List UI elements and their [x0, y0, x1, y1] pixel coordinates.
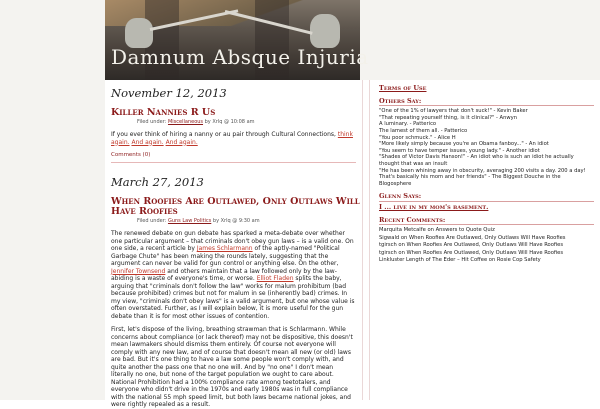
comment-on: on — [427, 227, 434, 234]
paragraph-text: of the aptly-named "Political Garbage Chute" has been making the rounds lately, suggesting that the argument can never be valid for gun control or anything else. On the other, — [111, 245, 340, 267]
site-title[interactable]: Damnum Absque Injuria — [111, 45, 369, 69]
sidebar-divider — [369, 80, 370, 400]
recent-comment-item — [379, 235, 594, 242]
comment-author: Sigwald — [379, 234, 400, 241]
category-link[interactable]: Miscellaneous — [167, 119, 204, 125]
schlarmann-link[interactable]: James Schlarmann — [196, 245, 253, 252]
quote-item: "That repeating yourself thing, is it clinical?" - Anwyn — [379, 114, 517, 121]
paragraph-text: and others maintain that a law followed only by the law-abiding is a waste of everyone's time, or worse. — [111, 267, 337, 282]
comment-post-link[interactable]: When Roofies Are Outlawed, Only Outlaws Will Have Roofies — [406, 242, 564, 249]
quote-item: A luminary. - Patterico — [379, 121, 437, 128]
quote-item: The lamest of them all. - Patterico — [379, 127, 468, 134]
glenn-says-heading: Glenn Says: — [379, 193, 594, 202]
meta-prefix: Filed under: — [137, 218, 167, 224]
meta-author-time: by Xrlq @ 10:08 am — [204, 119, 255, 125]
post-divider — [111, 162, 356, 163]
post-date: March 27, 2013 — [111, 175, 204, 189]
quote-item: "You poor schmuck." - Alice H — [379, 134, 456, 141]
site-header-banner[interactable] — [105, 0, 369, 80]
post — [105, 86, 362, 163]
page-margin-left — [0, 0, 105, 400]
post-title-link[interactable]: Killer Nannies R Us — [111, 107, 216, 118]
recent-comments-heading: Recent Comments: — [379, 217, 594, 226]
quote-item: "Shades of Victor Davis Hanson!" - An idiot who is such an idiot he actually thought that was an insult — [379, 154, 574, 167]
recent-comment-item — [379, 227, 594, 234]
sidebar — [379, 80, 594, 400]
quotes-list — [379, 108, 594, 187]
quote-item: "One of the 1% of lawyers that don't suck!" - Kevin Baker — [379, 108, 528, 115]
page-margin-right — [360, 0, 600, 80]
comment-post-link[interactable]: Hit Coffee on Rosie Cop Safety — [461, 257, 541, 264]
post-paragraph — [111, 230, 356, 320]
comment-on: – — [457, 257, 460, 264]
paragraph-text: The renewed debate on gun debate has sparked a meta-debate over whether one particular argument – that criminals don't obey gun laws – is a valid one. On one side, a recent article by — [111, 230, 354, 252]
comment-author: tgirsch — [379, 242, 397, 249]
quote-item: "You seem to have temper issues, young lady." - Another idiot — [379, 147, 540, 154]
and-again-link-1[interactable]: And again. — [131, 138, 164, 146]
recent-comment-item — [379, 242, 594, 249]
statue-left-art — [125, 18, 153, 48]
and-again-link-2[interactable]: And again. — [165, 138, 198, 146]
townsend-link[interactable]: Jennifer Townsend — [111, 267, 166, 275]
recent-comment-item — [379, 250, 594, 257]
mom-basement-link[interactable]: I ... live in my mom's basement. — [379, 202, 489, 211]
comment-author: Marquita Metcalfe — [379, 227, 426, 234]
terms-of-use-link[interactable]: Terms of Use — [379, 84, 427, 92]
meta-prefix: Filed under: — [137, 119, 167, 125]
category-link[interactable]: Guns Law Politics — [167, 218, 212, 224]
post-title-link[interactable]: When Roofies Are Outlawed, Only Outlaws Will Have Roofies — [111, 196, 360, 217]
post-paragraph: First, let's dispose of the living, breathing strawman that is Schlarmann. While concerns about compliance (or lack thereof) may not be dispositive, this doesn't mean lawmakers should dismiss them entirely. Of course not everyone will comply with any new law, and of course that doesn't mean all new (or old) laws are bad. But it's one thing to have a law some people won't comply with, and quite another the pass one that no one will. And by "no one" I don't mean literally no one, but none of the target population we ought to care about. National Prohibition had a 100% compliance rate among teetotalers, and everyone who didn't drive in the 1970s and early 1980s was in full compliance with the national 55 mph speed limit, but both laws became national jokes, and were rightly repealed as a result. — [111, 326, 353, 408]
post-paragraph — [111, 131, 356, 146]
post-date: November 12, 2013 — [111, 86, 227, 100]
post — [105, 175, 362, 409]
fladen-link[interactable]: Elliot Fladen — [256, 275, 294, 282]
comment-on: on — [398, 249, 405, 256]
quote-item: "He has been whining away in obscurity, averaging 200 visits a day. 200 a day! That's basically his mom and her friends" - The Biggest Douche in the Blogosphere — [379, 167, 586, 187]
quote-item: "More likely simply because you're an Obama fanboy..." - An idiot — [379, 141, 549, 148]
paragraph-text: splits the baby, arguing that "criminals don't follow the law" works for malum prohibitum (bad because prohibited) crimes but not for malum in se (inherently bad) crimes. In my view, "criminals don't obey laws" is a valid argument, but one whose value is often overstated. Further, as I will explain below, it is more useful for the gun debate than it is for most other issues of contention. — [111, 275, 355, 320]
statue-right-art — [310, 14, 340, 48]
post-body — [105, 230, 362, 409]
recent-comment-item — [379, 257, 594, 264]
comment-post-link[interactable]: Answers to Quote Quiz — [435, 227, 495, 234]
post-meta — [137, 218, 362, 224]
comment-on: on — [398, 242, 405, 249]
comment-post-link[interactable]: When Roofies Are Outlawed, Only Outlaws Will Have Roofies — [406, 249, 564, 256]
post-body — [105, 131, 362, 146]
comments-link[interactable]: Comments (0) — [111, 152, 151, 158]
comment-author: Linkluster Length of The Eder — [379, 257, 456, 264]
paragraph-text: If you ever think of hiring a nanny or au pair through Cultural Connections, — [111, 131, 338, 138]
post-meta — [137, 119, 362, 125]
comment-author: tgirsch — [379, 249, 397, 256]
others-say-heading: Others Say: — [379, 98, 594, 107]
comment-post-link[interactable]: When Roofies Are Outlawed, Only Outlaws Will Have Roofies — [408, 234, 566, 241]
meta-author-time: by Xrlq @ 9:30 am — [212, 218, 260, 224]
comment-on: on — [400, 234, 408, 241]
main-content — [105, 80, 363, 408]
recent-comments-list — [379, 227, 594, 264]
think-again-link[interactable]: think again. — [111, 131, 353, 146]
